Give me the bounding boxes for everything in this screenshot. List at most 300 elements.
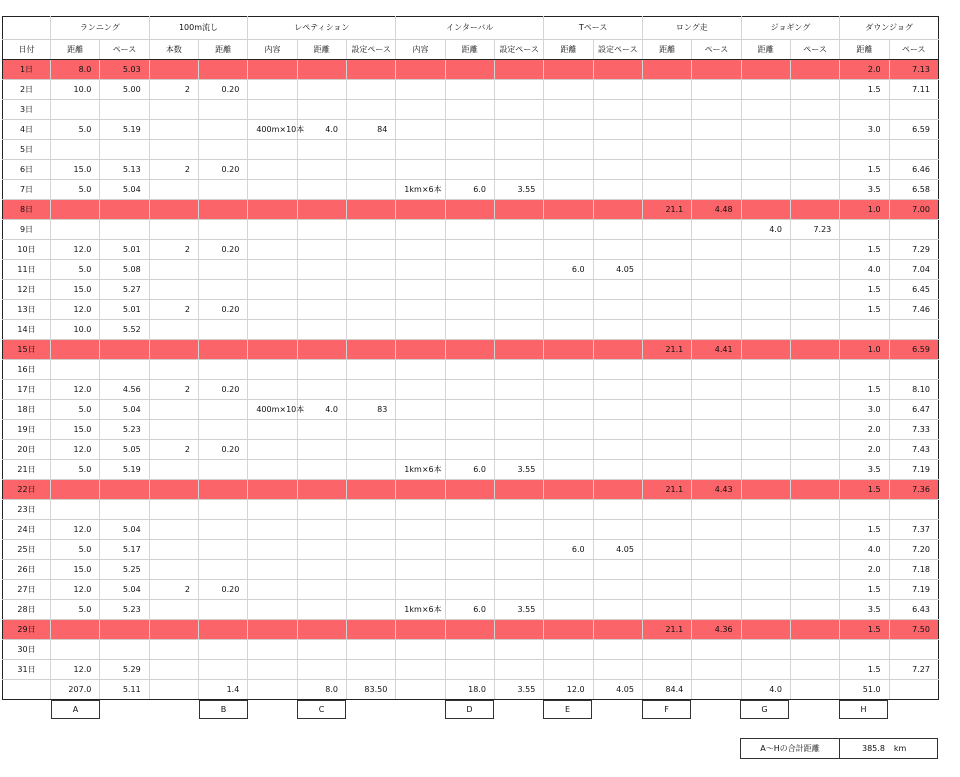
data-cell bbox=[346, 560, 395, 580]
data-cell bbox=[396, 300, 445, 320]
data-cell: 5.19 bbox=[100, 120, 149, 140]
data-cell bbox=[346, 160, 395, 180]
data-cell bbox=[149, 180, 198, 200]
data-cell bbox=[396, 640, 445, 660]
data-cell bbox=[593, 360, 642, 380]
data-cell bbox=[494, 440, 543, 460]
data-cell bbox=[593, 220, 642, 240]
data-cell bbox=[790, 560, 839, 580]
data-cell bbox=[297, 220, 346, 240]
data-cell bbox=[790, 180, 839, 200]
data-cell: 4.0 bbox=[741, 220, 790, 240]
column-header: 設定ペース bbox=[494, 40, 543, 60]
data-cell bbox=[198, 540, 247, 560]
data-cell bbox=[149, 660, 198, 680]
data-cell: 5.04 bbox=[100, 520, 149, 540]
date-cell: 13日 bbox=[3, 300, 51, 320]
data-cell: 3.5 bbox=[840, 180, 889, 200]
data-cell bbox=[889, 140, 938, 160]
data-cell bbox=[494, 540, 543, 560]
group-header: 100m流し bbox=[149, 17, 248, 40]
day-row bbox=[3, 340, 939, 360]
column-letter-f: F bbox=[642, 700, 691, 719]
column-letter-a: A bbox=[51, 700, 100, 719]
data-cell: 12.0 bbox=[51, 580, 100, 600]
data-cell bbox=[248, 300, 297, 320]
data-cell bbox=[445, 420, 494, 440]
data-cell bbox=[396, 280, 445, 300]
data-cell: 3.55 bbox=[494, 180, 543, 200]
date-cell: 19日 bbox=[3, 420, 51, 440]
date-cell: 8日 bbox=[3, 200, 51, 220]
data-cell bbox=[494, 360, 543, 380]
data-cell bbox=[544, 340, 593, 360]
data-cell bbox=[248, 200, 297, 220]
data-cell bbox=[248, 220, 297, 240]
data-cell: 12.0 bbox=[51, 660, 100, 680]
data-cell bbox=[248, 140, 297, 160]
data-cell: 5.08 bbox=[100, 260, 149, 280]
data-cell bbox=[346, 420, 395, 440]
data-cell: 5.01 bbox=[100, 240, 149, 260]
data-cell bbox=[692, 360, 741, 380]
data-cell bbox=[544, 160, 593, 180]
group-header: レペティション bbox=[248, 17, 396, 40]
data-cell bbox=[593, 440, 642, 460]
column-header: 距離 bbox=[840, 40, 889, 60]
data-cell: 1.5 bbox=[840, 240, 889, 260]
data-cell bbox=[790, 540, 839, 560]
data-cell bbox=[297, 380, 346, 400]
day-row bbox=[3, 660, 939, 680]
data-cell bbox=[445, 380, 494, 400]
data-cell: 1.5 bbox=[840, 160, 889, 180]
data-cell: 2.0 bbox=[840, 560, 889, 580]
data-cell: 0.20 bbox=[198, 80, 247, 100]
data-cell: 4.0 bbox=[840, 260, 889, 280]
data-cell bbox=[741, 500, 790, 520]
data-cell bbox=[741, 520, 790, 540]
data-cell: 4.41 bbox=[692, 340, 741, 360]
data-cell bbox=[494, 120, 543, 140]
data-cell bbox=[248, 240, 297, 260]
data-cell bbox=[396, 200, 445, 220]
data-cell: 1.0 bbox=[840, 340, 889, 360]
total-cell: 83.50 bbox=[346, 680, 395, 700]
data-cell: 4.56 bbox=[100, 380, 149, 400]
data-cell bbox=[445, 60, 494, 80]
data-cell bbox=[790, 260, 839, 280]
data-cell bbox=[642, 300, 691, 320]
data-cell: 83 bbox=[346, 400, 395, 420]
date-cell: 14日 bbox=[3, 320, 51, 340]
data-cell: 2 bbox=[149, 440, 198, 460]
data-cell bbox=[790, 660, 839, 680]
data-cell bbox=[445, 160, 494, 180]
data-cell: 6.47 bbox=[889, 400, 938, 420]
day-row bbox=[3, 480, 939, 500]
data-cell bbox=[593, 560, 642, 580]
data-cell bbox=[100, 640, 149, 660]
data-cell bbox=[692, 280, 741, 300]
data-cell bbox=[642, 360, 691, 380]
data-cell: 5.27 bbox=[100, 280, 149, 300]
data-cell: 3.55 bbox=[494, 600, 543, 620]
column-header: 設定ペース bbox=[346, 40, 395, 60]
data-cell: 5.17 bbox=[100, 540, 149, 560]
data-cell bbox=[149, 480, 198, 500]
data-cell bbox=[840, 140, 889, 160]
data-cell bbox=[692, 540, 741, 560]
data-cell bbox=[642, 420, 691, 440]
data-cell bbox=[889, 500, 938, 520]
data-cell bbox=[149, 60, 198, 80]
data-cell: 21.1 bbox=[642, 340, 691, 360]
group-header: Tペース bbox=[544, 17, 643, 40]
column-header: 距離 bbox=[741, 40, 790, 60]
data-cell bbox=[445, 500, 494, 520]
data-cell bbox=[297, 60, 346, 80]
data-cell bbox=[790, 100, 839, 120]
total-cell: 8.0 bbox=[297, 680, 346, 700]
data-cell bbox=[790, 400, 839, 420]
day-row bbox=[3, 300, 939, 320]
data-cell bbox=[248, 80, 297, 100]
date-cell: 28日 bbox=[3, 600, 51, 620]
data-cell: 3.55 bbox=[494, 460, 543, 480]
data-cell bbox=[593, 60, 642, 80]
data-cell bbox=[544, 620, 593, 640]
total-cell: 4.0 bbox=[741, 680, 790, 700]
data-cell bbox=[149, 360, 198, 380]
data-cell: 6.0 bbox=[445, 600, 494, 620]
data-cell bbox=[248, 620, 297, 640]
total-distance-number: 385.8 bbox=[862, 744, 885, 753]
data-cell bbox=[741, 260, 790, 280]
column-header: 距離 bbox=[297, 40, 346, 60]
data-cell: 0.20 bbox=[198, 160, 247, 180]
data-cell bbox=[741, 640, 790, 660]
data-cell bbox=[593, 380, 642, 400]
data-cell: 5.29 bbox=[100, 660, 149, 680]
data-cell bbox=[346, 100, 395, 120]
data-cell bbox=[149, 500, 198, 520]
total-cell bbox=[248, 680, 297, 700]
day-row bbox=[3, 620, 939, 640]
data-cell bbox=[297, 180, 346, 200]
data-cell: 7.11 bbox=[889, 80, 938, 100]
data-cell bbox=[100, 220, 149, 240]
corner-cell bbox=[3, 17, 51, 40]
data-cell bbox=[544, 180, 593, 200]
data-cell: 7.29 bbox=[889, 240, 938, 260]
data-cell bbox=[396, 520, 445, 540]
data-cell bbox=[51, 200, 100, 220]
data-cell bbox=[198, 60, 247, 80]
date-cell: 27日 bbox=[3, 580, 51, 600]
data-cell bbox=[346, 60, 395, 80]
data-cell: 3.0 bbox=[840, 400, 889, 420]
data-cell: 21.1 bbox=[642, 620, 691, 640]
data-cell: 4.0 bbox=[840, 540, 889, 560]
data-cell bbox=[445, 640, 494, 660]
data-cell bbox=[100, 340, 149, 360]
data-cell bbox=[297, 480, 346, 500]
data-cell bbox=[248, 100, 297, 120]
data-cell bbox=[790, 480, 839, 500]
column-header: 本数 bbox=[149, 40, 198, 60]
data-cell: 5.0 bbox=[51, 120, 100, 140]
data-cell: 0.20 bbox=[198, 380, 247, 400]
data-cell: 1.5 bbox=[840, 660, 889, 680]
date-cell: 16日 bbox=[3, 360, 51, 380]
date-cell: 22日 bbox=[3, 480, 51, 500]
date-cell: 6日 bbox=[3, 160, 51, 180]
data-cell: 1km×6本 bbox=[396, 180, 445, 200]
data-cell bbox=[544, 320, 593, 340]
column-letter-e: E bbox=[543, 700, 592, 719]
data-cell bbox=[445, 440, 494, 460]
column-header: 内容 bbox=[248, 40, 297, 60]
column-header: 距離 bbox=[51, 40, 100, 60]
data-cell bbox=[790, 240, 839, 260]
data-cell bbox=[149, 340, 198, 360]
data-cell bbox=[248, 180, 297, 200]
data-cell bbox=[692, 420, 741, 440]
column-header: ペース bbox=[692, 40, 741, 60]
data-cell: 1km×6本 bbox=[396, 600, 445, 620]
data-cell bbox=[445, 660, 494, 680]
data-cell: 6.43 bbox=[889, 600, 938, 620]
data-cell: 5.04 bbox=[100, 400, 149, 420]
data-cell: 15.0 bbox=[51, 160, 100, 180]
day-row bbox=[3, 140, 939, 160]
data-cell bbox=[692, 320, 741, 340]
data-cell bbox=[149, 640, 198, 660]
data-cell: 2 bbox=[149, 240, 198, 260]
data-cell: 1.5 bbox=[840, 520, 889, 540]
data-cell: 7.13 bbox=[889, 60, 938, 80]
data-cell bbox=[790, 640, 839, 660]
data-cell: 3.5 bbox=[840, 600, 889, 620]
data-cell bbox=[642, 380, 691, 400]
column-header: ペース bbox=[100, 40, 149, 60]
total-cell: 12.0 bbox=[544, 680, 593, 700]
data-cell bbox=[346, 640, 395, 660]
day-row bbox=[3, 100, 939, 120]
data-cell: 6.45 bbox=[889, 280, 938, 300]
data-cell bbox=[396, 340, 445, 360]
data-cell bbox=[346, 260, 395, 280]
total-cell: 5.11 bbox=[100, 680, 149, 700]
data-cell bbox=[297, 280, 346, 300]
date-cell: 21日 bbox=[3, 460, 51, 480]
data-cell bbox=[248, 380, 297, 400]
data-cell bbox=[149, 540, 198, 560]
date-cell: 18日 bbox=[3, 400, 51, 420]
data-cell bbox=[198, 360, 247, 380]
data-cell: 5.0 bbox=[51, 540, 100, 560]
data-cell bbox=[692, 80, 741, 100]
data-cell bbox=[149, 620, 198, 640]
date-cell: 23日 bbox=[3, 500, 51, 520]
data-cell bbox=[297, 200, 346, 220]
data-cell bbox=[198, 640, 247, 660]
total-cell: 3.55 bbox=[494, 680, 543, 700]
data-cell bbox=[544, 440, 593, 460]
data-cell bbox=[297, 500, 346, 520]
data-cell bbox=[494, 60, 543, 80]
data-cell bbox=[346, 340, 395, 360]
data-cell bbox=[544, 400, 593, 420]
data-cell bbox=[198, 620, 247, 640]
date-cell: 26日 bbox=[3, 560, 51, 580]
group-header: ロング走 bbox=[642, 17, 741, 40]
data-cell bbox=[642, 160, 691, 180]
data-cell: 400m×10本 bbox=[248, 400, 297, 420]
data-cell bbox=[445, 140, 494, 160]
data-cell bbox=[346, 480, 395, 500]
column-letter-h: H bbox=[839, 700, 888, 719]
data-cell: 7.18 bbox=[889, 560, 938, 580]
data-cell bbox=[692, 140, 741, 160]
data-cell bbox=[346, 660, 395, 680]
total-cell: 18.0 bbox=[445, 680, 494, 700]
data-cell bbox=[346, 380, 395, 400]
data-cell bbox=[149, 560, 198, 580]
data-cell bbox=[248, 440, 297, 460]
data-cell: 1.5 bbox=[840, 280, 889, 300]
data-cell bbox=[494, 640, 543, 660]
data-cell: 1.5 bbox=[840, 380, 889, 400]
data-cell bbox=[741, 200, 790, 220]
data-cell bbox=[149, 320, 198, 340]
data-cell bbox=[593, 240, 642, 260]
data-cell bbox=[692, 580, 741, 600]
data-cell bbox=[149, 420, 198, 440]
data-cell: 3.5 bbox=[840, 460, 889, 480]
data-cell bbox=[642, 140, 691, 160]
data-cell bbox=[741, 600, 790, 620]
day-row bbox=[3, 160, 939, 180]
data-cell bbox=[544, 420, 593, 440]
data-cell bbox=[642, 500, 691, 520]
data-cell bbox=[692, 460, 741, 480]
data-cell bbox=[396, 620, 445, 640]
data-cell bbox=[692, 120, 741, 140]
data-cell bbox=[396, 560, 445, 580]
data-cell: 1.5 bbox=[840, 580, 889, 600]
total-cell bbox=[396, 680, 445, 700]
data-cell: 1km×6本 bbox=[396, 460, 445, 480]
data-cell: 1.5 bbox=[840, 620, 889, 640]
day-row bbox=[3, 500, 939, 520]
data-cell bbox=[593, 200, 642, 220]
data-cell bbox=[445, 280, 494, 300]
data-cell: 4.48 bbox=[692, 200, 741, 220]
data-cell: 4.43 bbox=[692, 480, 741, 500]
data-cell: 12.0 bbox=[51, 440, 100, 460]
data-cell bbox=[593, 100, 642, 120]
data-cell bbox=[297, 520, 346, 540]
date-cell: 7日 bbox=[3, 180, 51, 200]
data-cell bbox=[741, 420, 790, 440]
data-cell bbox=[149, 100, 198, 120]
data-cell bbox=[248, 500, 297, 520]
data-cell bbox=[494, 580, 543, 600]
column-letter-g: G bbox=[740, 700, 789, 719]
data-cell: 7.23 bbox=[790, 220, 839, 240]
data-cell bbox=[297, 620, 346, 640]
data-cell: 7.43 bbox=[889, 440, 938, 460]
total-cell: 207.0 bbox=[51, 680, 100, 700]
data-cell bbox=[544, 100, 593, 120]
data-cell bbox=[593, 460, 642, 480]
data-cell bbox=[149, 400, 198, 420]
data-cell: 7.46 bbox=[889, 300, 938, 320]
data-cell bbox=[198, 420, 247, 440]
column-header: ペース bbox=[889, 40, 938, 60]
data-cell bbox=[692, 560, 741, 580]
data-cell bbox=[544, 500, 593, 520]
data-cell bbox=[248, 340, 297, 360]
total-cell: 84.4 bbox=[642, 680, 691, 700]
data-cell bbox=[494, 280, 543, 300]
data-cell bbox=[790, 140, 839, 160]
data-cell bbox=[790, 60, 839, 80]
data-cell bbox=[790, 120, 839, 140]
data-cell bbox=[445, 200, 494, 220]
data-cell bbox=[297, 460, 346, 480]
data-cell: 7.00 bbox=[889, 200, 938, 220]
data-cell bbox=[149, 460, 198, 480]
data-cell bbox=[544, 580, 593, 600]
data-cell bbox=[889, 640, 938, 660]
data-cell bbox=[840, 500, 889, 520]
total-cell bbox=[889, 680, 938, 700]
date-cell: 17日 bbox=[3, 380, 51, 400]
data-cell bbox=[297, 160, 346, 180]
data-cell bbox=[346, 440, 395, 460]
data-cell bbox=[494, 400, 543, 420]
data-cell: 5.0 bbox=[51, 600, 100, 620]
data-cell bbox=[741, 460, 790, 480]
data-cell bbox=[149, 140, 198, 160]
data-cell bbox=[198, 560, 247, 580]
column-header: 距離 bbox=[445, 40, 494, 60]
data-cell bbox=[544, 200, 593, 220]
data-cell: 0.20 bbox=[198, 440, 247, 460]
group-header-row bbox=[3, 17, 939, 40]
data-cell: 4.05 bbox=[593, 260, 642, 280]
data-cell bbox=[741, 360, 790, 380]
data-cell bbox=[100, 140, 149, 160]
data-cell bbox=[396, 400, 445, 420]
data-cell bbox=[198, 260, 247, 280]
data-cell bbox=[692, 500, 741, 520]
data-cell bbox=[790, 80, 839, 100]
data-cell bbox=[494, 100, 543, 120]
data-cell: 400m×10本 bbox=[248, 120, 297, 140]
data-cell bbox=[198, 340, 247, 360]
data-cell bbox=[297, 240, 346, 260]
data-cell bbox=[494, 80, 543, 100]
data-cell bbox=[248, 460, 297, 480]
data-cell bbox=[396, 320, 445, 340]
data-cell bbox=[198, 600, 247, 620]
data-cell bbox=[346, 580, 395, 600]
data-cell: 7.33 bbox=[889, 420, 938, 440]
